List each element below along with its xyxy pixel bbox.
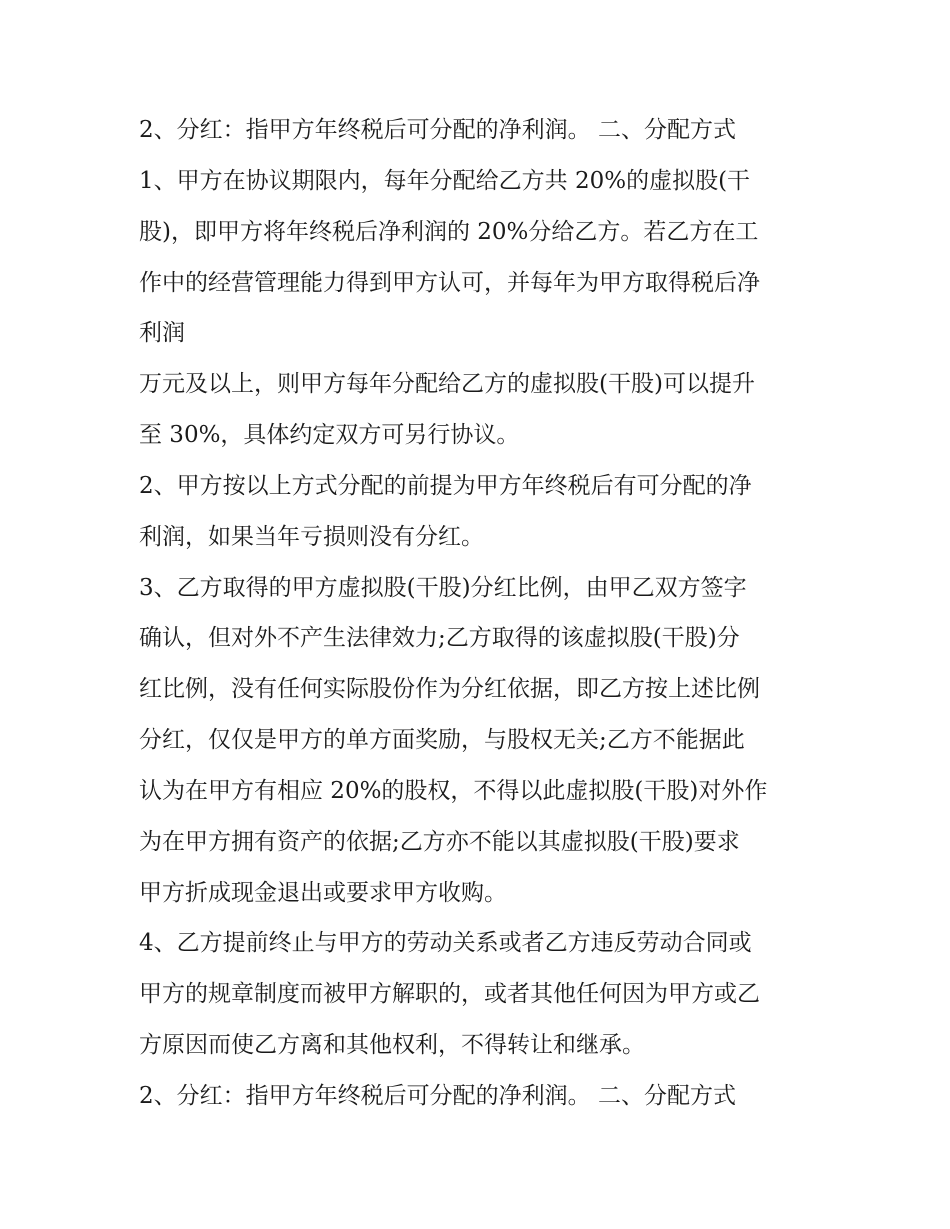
text-line: 4、乙方提前终止与甲方的劳动关系或者乙方违反劳动合同或 [139,930,752,956]
text-line: 2、甲方按以上方式分配的前提为甲方年终税后有可分配的净 [139,473,752,499]
text-line: 认为在甲方有相应 20%的股权，不得以此虚拟股(干股)对外作 [139,778,768,804]
text-line: 甲方折成现金退出或要求甲方收购。 [139,880,507,906]
text-line: 至 30%，具体约定双方可另行协议。 [139,422,520,448]
text-line: 为在甲方拥有资产的依据;乙方亦不能以其虚拟股(干股)要求 [139,829,740,855]
text-line: 3、乙方取得的甲方虚拟股(干股)分红比例，由甲乙双方签字 [139,575,747,601]
text-line: 作中的经营管理能力得到甲方认可，并每年为甲方取得税后净 [139,270,760,296]
text-line: 利润 [139,320,185,346]
text-line: 2、分红：指甲方年终税后可分配的净利润。 二、分配方式 [139,1083,736,1109]
text-line: 确认，但对外不产生法律效力;乙方取得的该虚拟股(干股)分 [139,625,740,651]
text-line: 方原因而使乙方离和其他权利，不得转让和继承。 [139,1032,645,1058]
text-line: 分红，仅仅是甲方的单方面奖励，与股权无关;乙方不能据此 [139,727,745,753]
text-line: 2、分红：指甲方年终税后可分配的净利润。 二、分配方式 [139,117,736,143]
text-line: 1、甲方在协议期限内，每年分配给乙方共 20%的虚拟股(干 [139,168,751,194]
text-line: 万元及以上，则甲方每年分配给乙方的虚拟股(干股)可以提升 [139,371,755,397]
text-line: 甲方的规章制度而被甲方解职的，或者其他任何因为甲方或乙 [139,981,760,1007]
text-line: 利润，如果当年亏损则没有分红。 [139,524,484,550]
text-line: 股)，即甲方将年终税后净利润的 20%分给乙方。若乙方在工 [139,219,759,245]
text-line: 红比例，没有任何实际股份作为分红依据，即乙方按上述比例 [139,676,760,702]
